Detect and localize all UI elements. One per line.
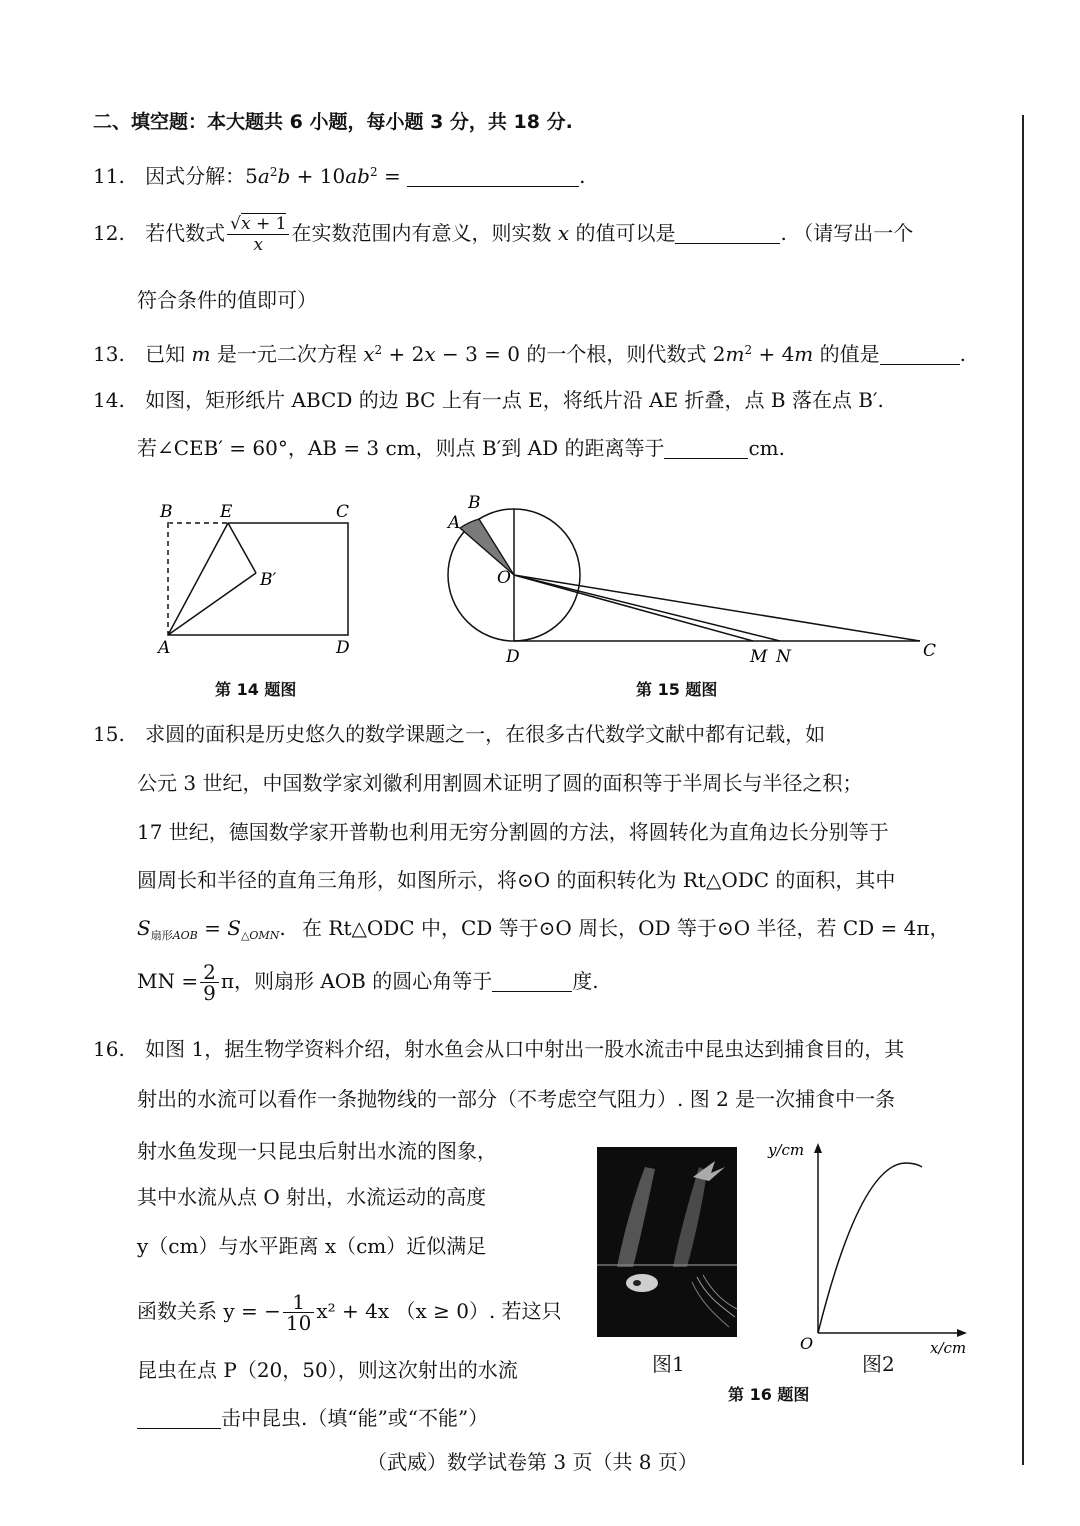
q16-line-8-text: 击中昆虫.（填“能”或“不能”） [221, 1406, 489, 1430]
q13-text-4: 的值是 [819, 342, 880, 366]
question-11 [93, 158, 585, 190]
fig14-label-bprime: B′ [260, 570, 277, 590]
fig16-origin-label: O [800, 1334, 814, 1353]
fig15-label-o: O [497, 568, 511, 588]
q11-answer-blank[interactable] [407, 166, 579, 187]
q14-unit: cm. [748, 436, 786, 460]
figure-15 [440, 490, 950, 665]
q12-text-1: 若代数式 [145, 221, 226, 245]
q15-line-6-text: π，则扇形 AOB 的圆心角等于 [220, 969, 493, 993]
q15-line-5 [137, 914, 950, 950]
q14-line-2-text: 若∠CEB′ = 60°，AB = 3 cm，则点 B′到 AD 的距离等于 [137, 436, 665, 460]
question-16 [93, 1035, 904, 1063]
fig15-label-m: M [750, 647, 768, 665]
fig15-label-c: C [923, 641, 937, 661]
q13-text-2: 是一元二次方程 [216, 342, 357, 366]
q14-line-2 [137, 434, 785, 462]
fig14-line-ba [168, 573, 256, 635]
page-footer: （武威）数学试卷第 3 页（共 8 页） [367, 1450, 698, 1474]
q15-line-5-text: 在 Rt△ODC 中，CD 等于⊙O 周长，OD 等于⊙O 半径，若 CD = 4π， [302, 916, 950, 940]
q16-line-6-text-a: 函数关系 y = − [137, 1299, 281, 1323]
question-13 [93, 336, 966, 368]
q13-equation: $x^2 + 2x - 3 = 0$ [363, 342, 521, 366]
q15-line-1: 求圆的面积是历史悠久的数学课题之一，在很多古代数学文献中都有记载，如 [145, 722, 826, 746]
fig16-caption-1: 图1 [652, 1352, 685, 1376]
q13-text-5: . [959, 342, 966, 366]
q15-area-equation: $S_{扇形AOB} = S_{\triangle OMN}$. [137, 916, 286, 942]
q15-line-6 [137, 962, 599, 1003]
fig16-x-label: x/cm [930, 1339, 967, 1355]
q12-text-2: 在实数范围内有意义，则实数 [291, 221, 552, 245]
q16-line-4: 其中水流从点 O 射出，水流运动的高度 [137, 1185, 487, 1209]
fig16-caption-2: 图2 [862, 1352, 895, 1376]
q14-number: 14. [93, 388, 125, 412]
question-14 [93, 386, 884, 414]
q11-suffix: . [579, 164, 586, 188]
q16-line-6-text-b: x² + 4x （x ≥ 0）. 若这只 [316, 1299, 562, 1323]
fig16-parabola-graph [760, 1135, 990, 1355]
q15-line-2: 公元 3 世纪，中国数学家刘徽利用割圆术证明了圆的面积等于半周长与半径之积； [137, 771, 863, 795]
q16-line-5: y（cm）与水平距离 x（cm）近似满足 [137, 1234, 487, 1258]
fig14-label-b: B [160, 502, 173, 522]
fig16-y-label: y/cm [768, 1141, 805, 1159]
q16-line-1: 如图 1，据生物学资料介绍，射水鱼会从口中射出一股水流击中昆虫达到捕食目的，其 [145, 1037, 905, 1061]
q15-mn-label: MN = [137, 969, 199, 993]
q14-line-1: 如图，矩形纸片 ABCD 的边 BC 上有一点 E，将纸片沿 AE 折叠，点 B 落在点 B′. [145, 388, 884, 412]
q15-unit: 度. [572, 969, 599, 993]
q15-line-4: 圆周长和半径的直角三角形，如图所示，将⊙O 的面积转化为 Rt△ODC 的面积，其中 [137, 868, 896, 892]
figure-14 [150, 495, 370, 660]
q15-line-3: 17 世纪，德国数学家开普勒也利用无穷分割圆的方法，将圆转化为直角边长分别等于 [137, 820, 889, 844]
fig14-label-e: E [220, 502, 233, 522]
q16-line-3: 射水鱼发现一只昆虫后射出水流的图象， [137, 1139, 497, 1163]
section-title: 二、填空题：本大题共 6 小题，每小题 3 分，共 18 分. [93, 111, 573, 133]
fig16-archerfish-photo [597, 1147, 737, 1337]
q11-number: 11. [93, 164, 125, 188]
fig16-water-stream-curve [818, 1163, 922, 1333]
fig14-label-a: A [158, 638, 171, 658]
q16-answer-blank[interactable] [137, 1408, 221, 1429]
fig15-caption: 第 15 题图 [636, 680, 718, 699]
fig15-sector-aob [460, 519, 514, 575]
q13-text-1: 已知 [145, 342, 186, 366]
q15-answer-blank[interactable] [492, 971, 572, 992]
q16-fraction: $\frac{1}{10}$ [283, 1292, 314, 1333]
fig15-label-d: D [506, 647, 520, 665]
q16-line-2: 射出的水流可以看作一条抛物线的一部分（不考虑空气阻力）. 图 2 是一次捕食中一条 [137, 1087, 896, 1111]
fig14-line-eb [228, 523, 256, 573]
q12-text-4: . （请写出一个 [780, 221, 914, 245]
q16-line-8 [137, 1404, 488, 1432]
q13-expression: $2m^2 + 4m$ [712, 342, 814, 366]
fig15-label-a: A [448, 513, 461, 533]
fig14-line-ae [168, 523, 228, 635]
fig14-label-c: C [336, 502, 350, 522]
fig15-line-on [514, 575, 780, 641]
fig15-label-b: B [468, 493, 481, 513]
q12-number: 12. [93, 221, 125, 245]
q12-answer-blank[interactable] [675, 223, 780, 244]
q15-fraction: $\frac{2}{9}$ [200, 962, 219, 1003]
q12-radical-fraction: $\frac{√x + 1}{x}$ [227, 214, 289, 255]
page-margin-rule [1022, 115, 1024, 1465]
question-12 [93, 214, 913, 255]
q16-number: 16. [93, 1037, 125, 1061]
q16-line-6 [137, 1292, 562, 1333]
q12-text-3: 的值可以是 [575, 221, 676, 245]
fig14-caption: 第 14 题图 [215, 680, 297, 699]
q12-variable: x [557, 221, 570, 245]
q11-expression: $5a^2b + 10ab^2$ = [245, 164, 408, 188]
q13-text-3: 的一个根，则代数式 [526, 342, 707, 366]
fig15-label-n: N [776, 647, 791, 665]
q12-line-2: 符合条件的值即可） [137, 288, 317, 312]
q14-answer-blank[interactable] [664, 438, 748, 459]
q13-answer-blank[interactable] [880, 344, 960, 365]
q13-variable-m: m [191, 342, 211, 366]
q16-line-7: 昆虫在点 P（20，50），则这次射出的水流 [137, 1358, 518, 1382]
fig14-rectangle [168, 523, 348, 635]
fig16-caption: 第 16 题图 [728, 1385, 810, 1404]
fig14-label-d: D [336, 638, 350, 658]
q13-number: 13. [93, 342, 125, 366]
question-15 [93, 720, 825, 748]
q15-number: 15. [93, 722, 125, 746]
q11-prefix: 因式分解： [145, 164, 246, 188]
